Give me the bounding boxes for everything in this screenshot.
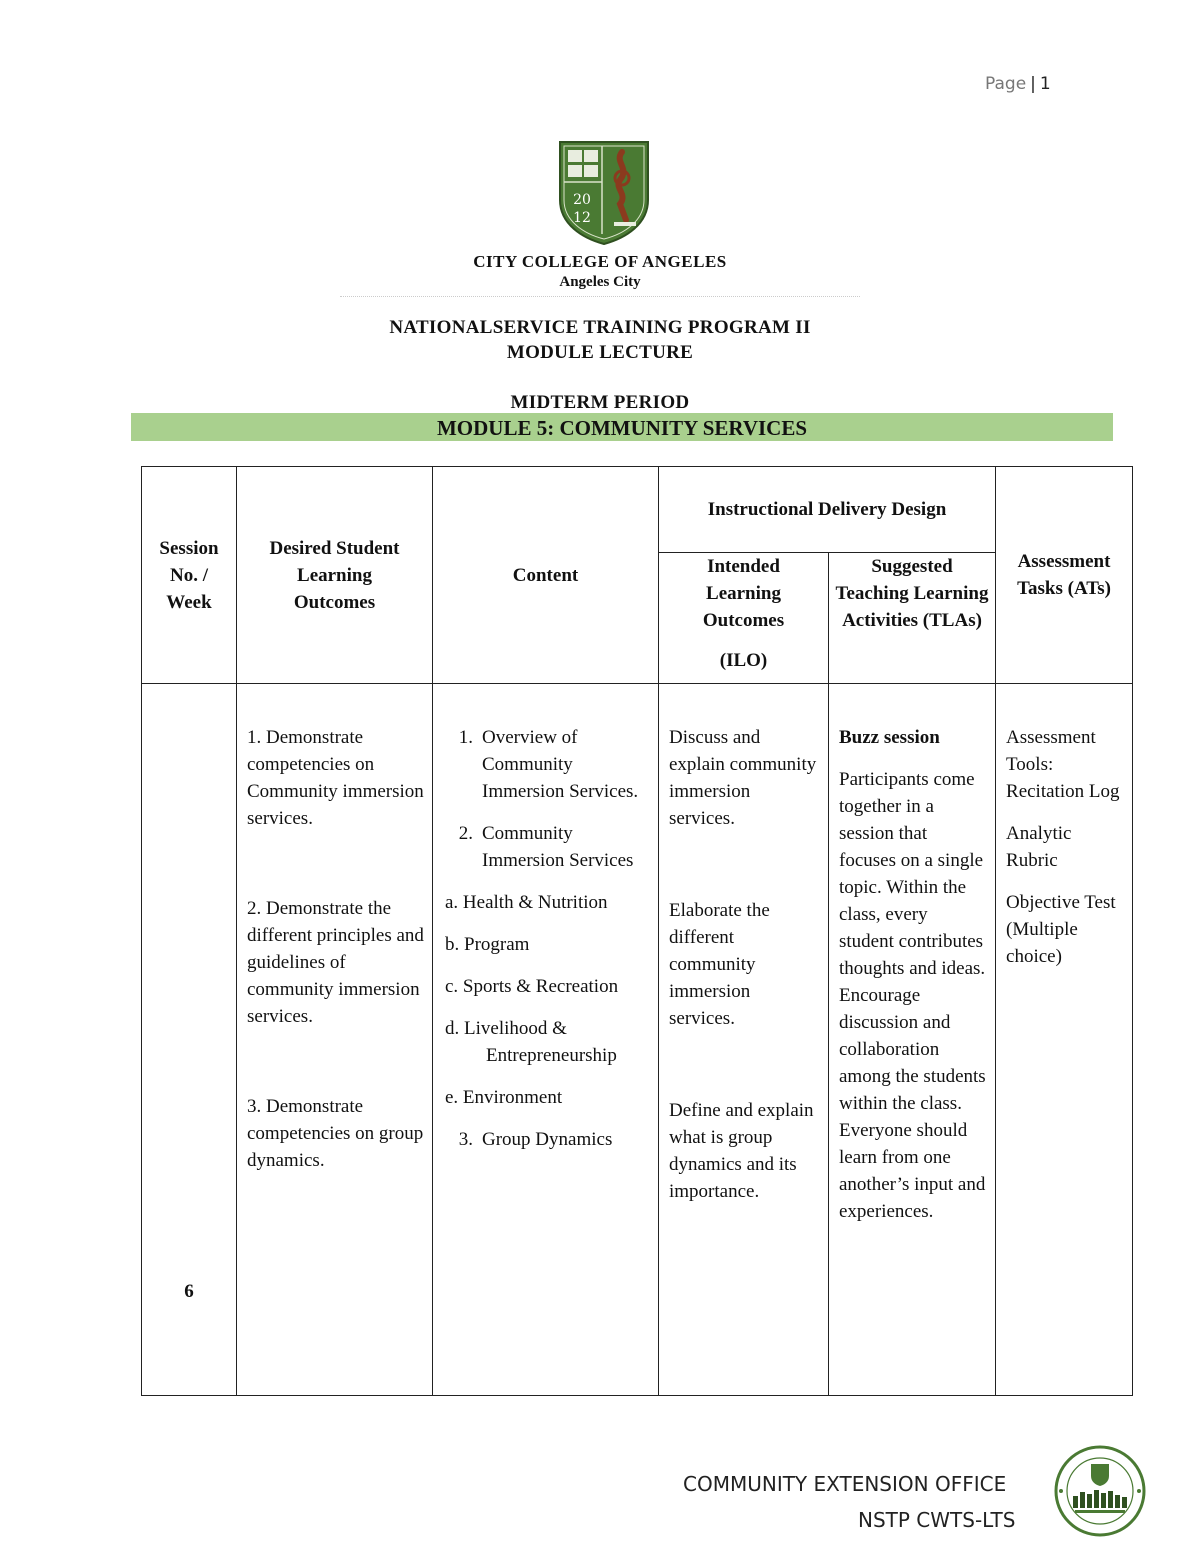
header-divider [340,296,860,297]
module-lecture-title: MODULE LECTURE [506,342,694,363]
period-title: MIDTERM PERIOD [510,392,690,413]
module-banner: MODULE 5: COMMUNITY SERVICES [131,413,1113,441]
header-tla: Suggested Teaching Learning Activities (TLAs) [829,553,996,684]
assessment-cell [996,684,1133,1396]
page-number-value: 1 [1039,74,1051,94]
assessment-item: Objective Test (Multiple choice) [1006,892,1116,967]
svg-text:12: 12 [573,210,591,226]
content-subitem: a. Health & Nutrition [445,892,608,913]
community-extension-seal-logo [1053,1444,1147,1538]
content-item: 2. Community Immersion Services [458,823,634,871]
outcomes-cell [237,684,433,1396]
ilo-item: Elaborate the different community immersion services. [669,900,770,1029]
outcome-item: 3. Demonstrate competencies on group dynamics. [247,1096,424,1171]
ilo-item: Define and explain what is group dynamics and its importance. [669,1100,814,1202]
page-separator: | [1030,74,1036,94]
footer-office: COMMUNITY EXTENSION OFFICE [683,1472,1007,1496]
content-subitem: c. Sports & Recreation [445,976,619,997]
header-outcomes: Desired Student Learning Outcomes [237,467,433,684]
content-item: 3. Group Dynamics [458,1129,613,1150]
outcome-item: 1. Demonstrate competencies on Community immersion services. [247,727,424,829]
program-title: NATIONALSERVICE TRAINING PROGRAM II [389,317,811,338]
tla-title: Buzz session [839,727,940,748]
page-label: Page [985,74,1027,94]
content-cell [433,684,659,1396]
assessment-item: Analytic Rubric [1006,823,1072,871]
outcome-item: 2. Demonstrate the different principles and guidelines of community immersion services. [247,898,424,1027]
content-subitem: b. Program [445,934,530,955]
header-assessment: Assessment Tasks (ATs) [996,467,1133,684]
content-item: 1. Overview of Community Immersion Services. [458,727,639,802]
content-subitem: e. Environment [445,1087,563,1108]
svg-text:20: 20 [573,192,591,208]
college-city: Angeles City [559,274,641,290]
footer-program: NSTP CWTS-LTS [858,1508,1016,1532]
ilo-item: Discuss and explain community immersion services. [669,727,817,829]
header-session: Session No. / Week [142,467,237,684]
session-number: 6 [142,684,237,1396]
college-crest-logo [556,138,652,246]
tla-cell [829,684,996,1396]
content-subitem: d. Livelihood & [445,1018,567,1039]
assessment-item: Assessment Tools: Recitation Log [1006,727,1120,802]
page-number [985,74,1051,94]
content-subitem-continued: Entrepreneurship [486,1045,617,1066]
ilo-cell [659,684,829,1396]
header-ilo: Intended Learning Outcomes (ILO) [659,553,829,684]
header-content: Content [433,467,659,684]
header-delivery-design: Instructional Delivery Design [659,467,996,553]
college-name: CITY COLLEGE OF ANGELES [473,252,727,271]
tla-body: Participants come together in a session that focuses on a single topic. Within the class, every student contributes thoughts and ideas. Encourage discussion and collaboration among the students within the class. Everyone should learn from one another’s input and experiences. [839,769,986,1222]
module-plan-table [141,466,1133,1396]
